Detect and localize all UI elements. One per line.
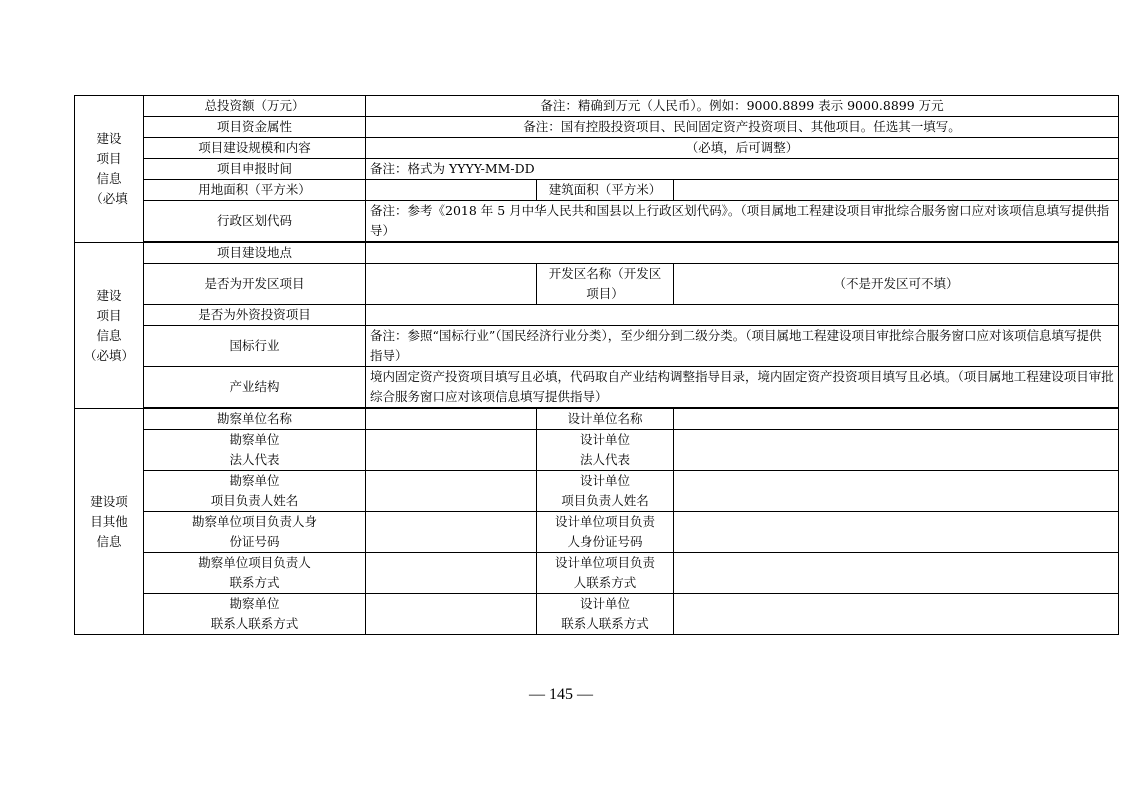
- section-1-header: 建设 项目 信息 （必填: [75, 96, 144, 243]
- industry-label: 国标行业: [144, 326, 366, 367]
- district-code-label: 行政区划代码: [144, 201, 366, 242]
- design-pm-name-field[interactable]: [674, 471, 1119, 512]
- building-area-label: 建筑面积（平方米）: [537, 180, 674, 201]
- survey-unit-label: 勘察单位名称: [144, 409, 366, 430]
- survey-pm-contact-field[interactable]: [366, 553, 537, 594]
- fund-attribute-label: 项目资金属性: [144, 117, 366, 138]
- design-unit-field[interactable]: [674, 409, 1119, 430]
- land-area-label: 用地面积（平方米）: [144, 180, 366, 201]
- structure-note[interactable]: 境内固定资产投资项目填写且必填，代码取自产业结构调整指导目录，境内固定资产投资项目填写且必填。（项目属地工程建设项目审批综合服务窗口应对该项信息填写提供指导）: [366, 367, 1119, 408]
- project-info-form: [74, 95, 1119, 635]
- district-code-note[interactable]: 备注：参考《2018 年 5 月中华人民共和国县以上行政区划代码》。（项目属地工程建设项目审批综合服务窗口应对该项信息填写提供指导）: [366, 201, 1119, 242]
- survey-pm-contact-label: 勘察单位项目负责人 联系方式: [144, 553, 366, 594]
- design-pm-name-label: 设计单位 项目负责人姓名: [537, 471, 674, 512]
- apply-time-label: 项目申报时间: [144, 159, 366, 180]
- section-2-header: 建设 项目 信息 （必填）: [75, 243, 144, 409]
- building-area-field[interactable]: [674, 180, 1119, 201]
- design-pm-id-label: 设计单位项目负责 人身份证号码: [537, 512, 674, 553]
- survey-pm-id-field[interactable]: [366, 512, 537, 553]
- survey-contact-field[interactable]: [366, 594, 537, 635]
- dev-zone-name-note[interactable]: （不是开发区可不填）: [674, 264, 1119, 305]
- page-number: — 145 —: [529, 686, 593, 703]
- total-investment-label: 总投资额（万元）: [144, 96, 366, 117]
- design-pm-id-field[interactable]: [674, 512, 1119, 553]
- design-legal-rep-field[interactable]: [674, 430, 1119, 471]
- total-investment-note[interactable]: 备注：精确到万元（人民币）。例如：9000.8899 表示 9000.8899 万元: [366, 96, 1119, 117]
- is-dev-zone-field[interactable]: [366, 264, 537, 305]
- survey-legal-rep-label: 勘察单位 法人代表: [144, 430, 366, 471]
- section-3-header: 建设项 目其他 信息: [75, 409, 144, 635]
- land-area-field[interactable]: [366, 180, 537, 201]
- is-foreign-label: 是否为外资投资项目: [144, 305, 366, 326]
- design-pm-contact-field[interactable]: [674, 553, 1119, 594]
- survey-legal-rep-field[interactable]: [366, 430, 537, 471]
- design-pm-contact-label: 设计单位项目负责 人联系方式: [537, 553, 674, 594]
- survey-pm-name-field[interactable]: [366, 471, 537, 512]
- apply-time-note[interactable]: 备注：格式为 YYYY-MM-DD: [366, 159, 1119, 180]
- location-field[interactable]: [366, 243, 1119, 264]
- scale-content-label: 项目建设规模和内容: [144, 138, 366, 159]
- survey-pm-id-label: 勘察单位项目负责人身 份证号码: [144, 512, 366, 553]
- design-contact-label: 设计单位 联系人联系方式: [537, 594, 674, 635]
- design-legal-rep-label: 设计单位 法人代表: [537, 430, 674, 471]
- structure-label: 产业结构: [144, 367, 366, 408]
- is-foreign-field[interactable]: [366, 305, 1119, 326]
- survey-unit-field[interactable]: [366, 409, 537, 430]
- design-contact-field[interactable]: [674, 594, 1119, 635]
- location-label: 项目建设地点: [144, 243, 366, 264]
- industry-note[interactable]: 备注：参照“国标行业”（国民经济行业分类），至少细分到二级分类。（项目属地工程建设项目审批综合服务窗口应对该项信息填写提供指导）: [366, 326, 1119, 367]
- design-unit-label: 设计单位名称: [537, 409, 674, 430]
- survey-pm-name-label: 勘察单位 项目负责人姓名: [144, 471, 366, 512]
- is-dev-zone-label: 是否为开发区项目: [144, 264, 366, 305]
- survey-contact-label: 勘察单位 联系人联系方式: [144, 594, 366, 635]
- fund-attribute-note[interactable]: 备注：国有控股投资项目、民间固定资产投资项目、其他项目。任选其一填写。: [366, 117, 1119, 138]
- dev-zone-name-label: 开发区名称（开发区 项目）: [537, 264, 674, 305]
- scale-content-note[interactable]: （必填，后可调整）: [366, 138, 1119, 159]
